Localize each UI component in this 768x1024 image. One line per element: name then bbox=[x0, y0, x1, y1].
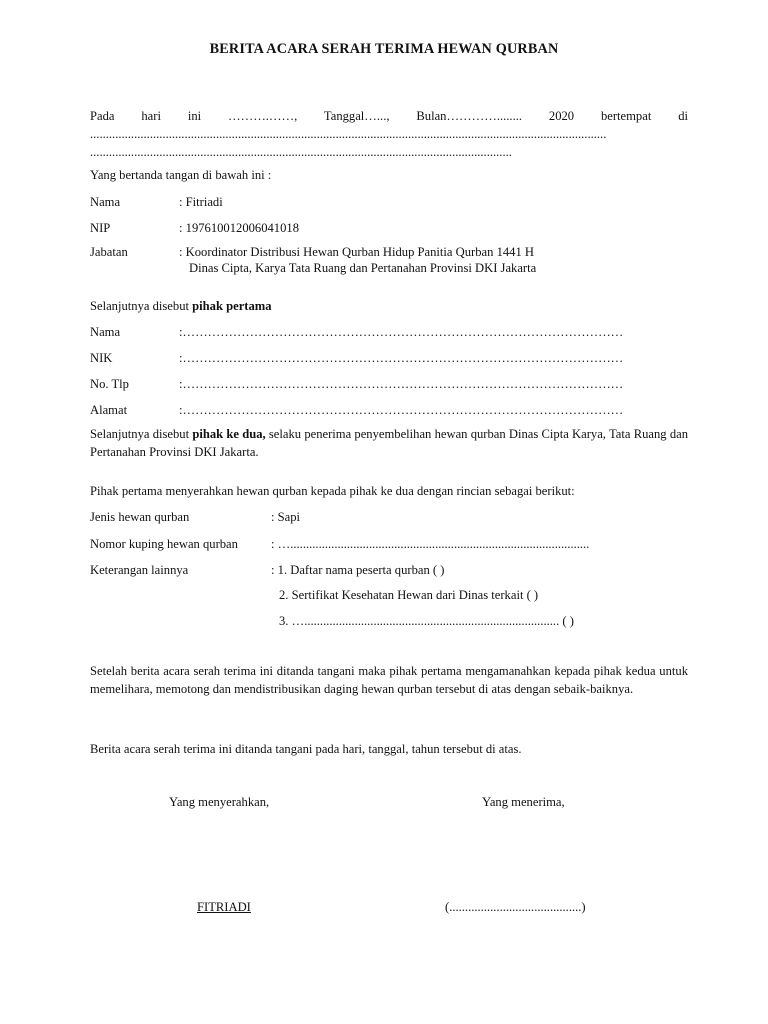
party1-name-value: : Fitriadi bbox=[179, 195, 223, 209]
opening-year: 2020 bbox=[548, 109, 575, 123]
receiver-name-blank: (..........................................) bbox=[445, 900, 586, 914]
first-party-statement bbox=[90, 297, 272, 315]
opening-word: bertempat bbox=[600, 109, 652, 123]
party1-position-label: Jabatan bbox=[90, 245, 128, 259]
party2-phone-label: No. Tlp bbox=[90, 377, 129, 391]
second-party-bold: pihak ke dua, bbox=[192, 427, 266, 441]
second-party-prefix: Selanjutnya disebut bbox=[90, 427, 193, 441]
receiver-signature-label: Yang menerima, bbox=[482, 795, 565, 809]
opening-line-1 bbox=[90, 107, 688, 125]
other-notes-label: Keterangan lainnya bbox=[90, 563, 189, 577]
second-party-suffix: selaku penerima penyembelihan hewan qurban Dinas Cipta Karya, Tata Ruang dan Pertanahan Provinsi DKI Jakarta. bbox=[90, 427, 689, 459]
animal-type-label: Jenis hewan qurban bbox=[90, 510, 190, 524]
closing-paragraph-1: Setelah berita acara serah terima ini ditanda tangani maka pihak pertama mengamanahkan kepada pihak kedua untuk memelihara, memotong dan mendistribusikan daging hewan qurban tersebut di atas dengan sebaik-baiknya. bbox=[90, 664, 688, 696]
other-notes-item-2: 2. Sertifikat Kesehatan Hewan dari Dinas terkait ( ) bbox=[279, 588, 539, 602]
document-title: BERITA ACARA SERAH TERIMA HEWAN QURBAN bbox=[209, 41, 559, 57]
ear-tag-label: Nomor kuping hewan qurban bbox=[90, 537, 238, 551]
opening-month-blank: Bulan…………........ bbox=[416, 109, 523, 123]
second-party-statement bbox=[90, 425, 688, 461]
opening-word: hari bbox=[141, 109, 161, 123]
giver-signature-label: Yang menyerahkan, bbox=[169, 795, 270, 809]
opening-word: di bbox=[678, 109, 688, 123]
party2-address-blank: :…………………………………………………………………………………………… bbox=[179, 403, 624, 417]
giver-name bbox=[197, 898, 251, 916]
party2-name-blank: :…………………………………………………………………………………………… bbox=[179, 325, 624, 339]
party2-nik-blank: :…………………………………………………………………………………………… bbox=[179, 351, 624, 365]
party1-position-line-2: Dinas Cipta, Karya Tata Ruang dan Pertanahan Provinsi DKI Jakarta bbox=[189, 261, 537, 275]
opening-word: ini bbox=[187, 109, 202, 123]
party1-name-label: Nama bbox=[90, 195, 121, 209]
first-party-prefix: Selanjutnya disebut bbox=[90, 299, 193, 313]
opening-location-blank-1: .................................................................................................................................................................... bbox=[90, 127, 607, 141]
other-notes-item-3: 3. …................................................................................. ( ) bbox=[279, 614, 574, 628]
other-notes-item-1: : 1. Daftar nama peserta qurban ( ) bbox=[271, 563, 445, 577]
opening-day-blank: ……….……, bbox=[228, 109, 298, 123]
first-party-bold: pihak pertama bbox=[192, 299, 272, 313]
party1-nip-value: : 197610012006041018 bbox=[179, 221, 299, 235]
party1-position-line-1: : Koordinator Distribusi Hewan Qurban Hidup Panitia Qurban 1441 H bbox=[179, 245, 535, 259]
party1-nip-label: NIP bbox=[90, 221, 111, 235]
giver-name-text: FITRIADI bbox=[197, 900, 251, 914]
animal-type-value: : Sapi bbox=[271, 510, 301, 524]
party2-name-label: Nama bbox=[90, 325, 121, 339]
ear-tag-blank: : …............................................................................................... bbox=[271, 537, 590, 551]
party2-address-label: Alamat bbox=[90, 403, 128, 417]
party2-nik-label: NIK bbox=[90, 351, 113, 365]
closing-paragraph-2: Berita acara serah terima ini ditanda tangani pada hari, tanggal, tahun tersebut di atas. bbox=[90, 742, 522, 756]
party2-phone-blank: :…………………………………………………………………………………………… bbox=[179, 377, 624, 391]
handover-intro: Pihak pertama menyerahkan hewan qurban kepada pihak ke dua dengan rincian sebagai berikut: bbox=[90, 484, 575, 498]
opening-date-blank: Tanggal…..., bbox=[323, 109, 390, 123]
intro-text: Yang bertanda tangan di bawah ini : bbox=[90, 168, 272, 182]
opening-word: Pada bbox=[90, 109, 115, 123]
opening-location-blank-2: ...................................................................................................................................... bbox=[90, 145, 512, 159]
